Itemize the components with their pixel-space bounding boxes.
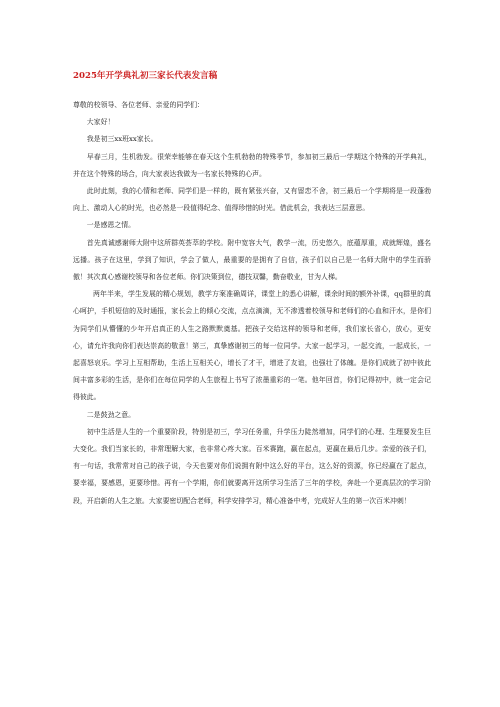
intro-paragraph: 我是初三xx班xx家长。: [86, 135, 158, 144]
body-paragraph: 初中生活是人生的一个重要阶段，特别是初三，学习任务重，升学压力陡然增加，同学们的心理、生理要发生巨大变化。我们当家长的，非常理解大家，也非常心疼大家。百米赛跑，赢在起点，更赢在最后几步。亲爱的孩子们，有一句话，我常常对自己的孩子说，今天也要对你们说拥有附中这么好的平台，这么好的资源，你已经赢在了起点，要幸福，要感恩，更要珍惜。再有一个学期，你们就要离开这所学习生活了三年的学校，奔赴一个更高层次的学习阶段，开启新的人生之旅。大家要密切配合老师，科学安排学习，精心准备中考，完成好人生的第一次百米冲刺！: [73, 427, 431, 505]
section-heading-gratitude: 一是感恩之情。: [86, 221, 136, 230]
document-body: [73, 97, 431, 510]
document-title: 2025年开学典礼初三家长代表发言稿: [73, 71, 218, 81]
salutation-paragraph: 尊敬的校领导、各位老师、亲爱的同学们：: [73, 101, 204, 109]
section-heading-encouragement: 二是鼓劲之意。: [86, 410, 136, 419]
greeting-paragraph: 大家好！: [86, 118, 115, 127]
body-paragraph: 两年半来，学生发展的精心规划，教学方案准确周详，课堂上的悉心讲解，课余时间的额外补课，qq群里的真心呵护，手机短信的及时通报，家长会上的倾心交流，点点滴滴，无不渗透着校领导和老师们的心血和汗水，是你们为同学们从懵懂的少年开启真正的人生之路默默奠基。把孩子交给这样的领导和老师，我们家长省心，放心，更安心，请允许我向你们表达崇高的敬意！第三，真挚感谢初三的每一位同学。大家一起学习，一起交流，一起成长，一起喜怒哀乐。学习上互相帮助，生活上互相关心，增长了才干，增进了友谊，也强壮了体魄。是你们成就了初中彼此间丰富多彩的生活，是你们在每位同学的人生旅程上书写了浓墨重彩的一笔。他年回首，你们记得初中，就一定会记得彼此。: [73, 290, 431, 402]
body-paragraph: 首先真诚感谢师大附中这所群英荟萃的学校。附中宽容大气，教学一流，历史悠久，底蕴厚重，成就辉煌，盛名远播。孩子在这里，学到了知识，学会了做人，最重要的是拥有了自信，孩子们以自己是一名师大附中的学生而骄傲！其次真心感谢校领导和各位老师。你们决策到位，德技双馨，勤奋敬业，甘为人梯。: [73, 238, 431, 282]
body-paragraph: 早春三月，生机勃发。很荣幸能够在春天这个生机勃勃的特殊季节，参加初三最后一学期这个特殊的开学典礼，并在这个特殊的场合，向大家表达我做为一名家长特殊的心声。: [73, 152, 431, 178]
body-paragraph: 此时此刻，我的心情和老师、同学们是一样的，既有紧张兴奋，又有留恋不舍，初三最后一个学期将是一段蓬勃向上、激动人心的时光，也必然是一段值得纪念、值得珍惜的时光。借此机会，我表达三层意思。: [73, 187, 431, 213]
